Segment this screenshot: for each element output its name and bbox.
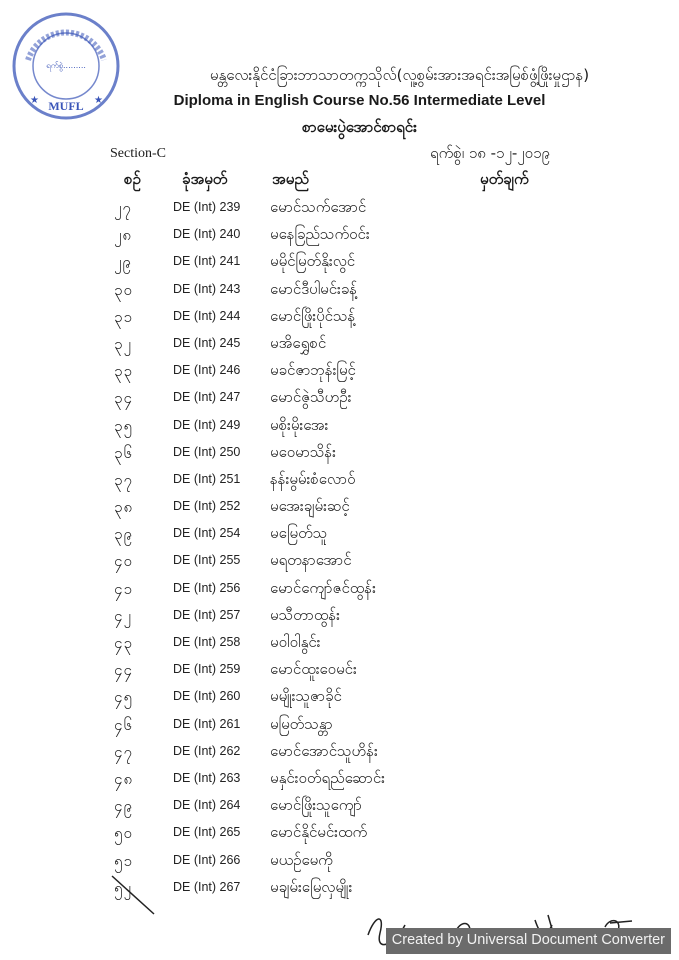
column-header-remark: မှတ်ချက် xyxy=(480,170,529,188)
row-number: ၃၆ xyxy=(114,443,133,462)
student-name: မဝေမာသိန်း xyxy=(270,442,336,461)
student-name: မောင်သက်အောင် xyxy=(270,198,367,216)
student-name: မောင်ဖြိုးပိုင်သန့် xyxy=(270,306,356,325)
roll-number: DE (Int) 258 xyxy=(173,635,241,649)
table-row xyxy=(0,740,679,767)
student-name: နန်းမွမ်းစံလောဝ် xyxy=(270,469,356,488)
roll-number: DE (Int) 244 xyxy=(173,308,241,323)
student-name: မယဉ်မေကို xyxy=(270,850,333,869)
handwritten-mark xyxy=(108,870,168,920)
table-row xyxy=(0,577,679,604)
roll-number: DE (Int) 252 xyxy=(173,499,241,514)
row-number: ၄၅ xyxy=(114,688,133,707)
row-number: ၅၁ xyxy=(114,851,133,870)
student-name: မောင်ဇွဲသီဟဦး xyxy=(270,388,352,407)
row-number: ၂၈ xyxy=(114,226,132,245)
row-number: ၄၂ xyxy=(114,606,132,625)
roll-number: DE (Int) 264 xyxy=(173,798,241,813)
row-number: ၄၆ xyxy=(114,715,133,734)
student-name: မောင်ထူးဝေမင်း xyxy=(270,660,357,679)
roll-number: DE (Int) 265 xyxy=(173,825,241,840)
roll-number: DE (Int) 239 xyxy=(173,200,241,214)
university-heading: မန္တလေးနိုင်ငံခြားဘာသာတက္ကသိုလ်(လူ့စွမ်းအားအရင်းအမြစ်ဖွံ့ဖြိုးမှုဌာန) xyxy=(209,66,590,84)
row-number: ၄၄ xyxy=(114,661,133,680)
table-row xyxy=(0,250,679,277)
student-name: မမြေတ်သူ xyxy=(270,524,328,543)
table-row xyxy=(0,685,679,712)
row-number: ၄၇ xyxy=(114,742,133,761)
student-name: မရတနာအောင် xyxy=(270,551,352,570)
table-row xyxy=(0,386,679,413)
student-name: မောင်အောင်သူဟိန်း xyxy=(270,741,378,760)
converter-watermark: Created by Universal Document Converter xyxy=(386,928,671,954)
roll-number: DE (Int) 255 xyxy=(173,553,241,568)
table-row xyxy=(0,441,679,468)
roll-number: DE (Int) 246 xyxy=(173,363,241,378)
row-number: ၄၁ xyxy=(114,579,133,598)
seal-center-text: ရက်စွဲ......... xyxy=(46,61,86,70)
student-name: မမျိုးသူဇာခိုင် xyxy=(270,687,342,706)
roll-number: DE (Int) 263 xyxy=(173,770,241,785)
table-row xyxy=(0,876,679,903)
student-name: မောင်ဖြိုးသူကျော် xyxy=(270,796,362,815)
table-row xyxy=(0,794,679,821)
table-row xyxy=(0,849,679,876)
date-line: ရက်စွဲ၊ ၁၈ -၁၂-၂၀၁၉ xyxy=(430,144,550,162)
seal-label: MUFL xyxy=(48,99,84,113)
row-number: ၂၇ xyxy=(114,199,132,217)
roll-number: DE (Int) 243 xyxy=(173,281,241,296)
row-number: ၂၉ xyxy=(114,253,132,272)
student-name: မသီတာထွန်း xyxy=(270,605,340,624)
table-row xyxy=(0,278,679,305)
student-name: မနှင်းဝတ်ရည်ဆောင်း xyxy=(270,768,385,787)
seal-star-icon: ★ xyxy=(94,95,103,106)
table-row xyxy=(0,468,679,495)
row-number: ၃၈ xyxy=(114,498,134,517)
row-number: ၃၅ xyxy=(114,416,133,435)
student-name: မမြတ်သန္တာ xyxy=(270,714,333,733)
row-number: ၃၄ xyxy=(114,389,133,408)
table-row xyxy=(0,495,679,522)
row-number: ၅၂ xyxy=(114,878,132,897)
section-label: Section-C xyxy=(110,146,166,161)
student-name: မမိုင်မြတ်နိုးလွင် xyxy=(270,252,356,271)
student-name: မစိုးမိုးအေး xyxy=(270,415,329,434)
column-header-no: စဉ် xyxy=(124,170,141,188)
roll-number: DE (Int) 267 xyxy=(173,879,241,894)
student-name: မောင်ကျော်ဇင်ထွန်း xyxy=(270,578,376,597)
seal-star-icon: ★ xyxy=(30,95,39,106)
student-name: မခင်ဇာဘုန်းမြင့် xyxy=(270,361,356,380)
row-number: ၄၉ xyxy=(114,797,133,816)
table-row xyxy=(0,223,679,250)
table-row xyxy=(0,305,679,332)
row-number: ၃၇ xyxy=(114,470,133,489)
row-number: ၅၀ xyxy=(114,824,133,843)
table-row xyxy=(0,414,679,441)
table-row xyxy=(0,713,679,740)
table-row xyxy=(0,658,679,685)
table-row xyxy=(0,604,679,631)
roll-number: DE (Int) 254 xyxy=(173,526,241,541)
roll-number: DE (Int) 256 xyxy=(173,580,241,595)
roll-number: DE (Int) 250 xyxy=(173,444,241,459)
roll-number: DE (Int) 260 xyxy=(173,689,241,704)
row-number: ၃၁ xyxy=(114,307,133,326)
results-list xyxy=(0,196,679,903)
student-name: မအေးချမ်းဆင့် xyxy=(270,497,350,516)
row-number: ၃၉ xyxy=(114,525,133,544)
roll-number: DE (Int) 262 xyxy=(173,743,241,758)
student-name: မောင်နိုင်မင်းထက် xyxy=(270,823,368,842)
student-name: မောင်ဒီပါမင်းခန့် xyxy=(270,279,358,298)
table-row xyxy=(0,332,679,359)
table-row xyxy=(0,767,679,794)
roll-number: DE (Int) 257 xyxy=(173,607,241,622)
roll-number: DE (Int) 240 xyxy=(173,227,241,242)
roll-number: DE (Int) 266 xyxy=(173,852,241,867)
row-number: ၃၃ xyxy=(114,362,133,381)
row-number: ၃၀ xyxy=(114,280,133,299)
student-name: မအိရွှေစင် xyxy=(270,333,327,352)
student-name: မဝါဝါနွင်း xyxy=(270,633,321,651)
list-title: စာမေးပွဲအောင်စာရင်း xyxy=(302,118,417,136)
roll-number: DE (Int) 245 xyxy=(173,335,241,350)
roll-number: DE (Int) 241 xyxy=(173,254,241,269)
column-header-name: အမည် xyxy=(272,170,309,188)
table-row xyxy=(0,196,679,223)
student-name: မနေခြည်သက်ဝင်း xyxy=(270,225,370,244)
roll-number: DE (Int) 259 xyxy=(173,662,241,677)
table-row xyxy=(0,549,679,576)
row-number: ၄၃ xyxy=(114,634,133,652)
column-header-roll: ခုံအမှတ် xyxy=(182,170,228,188)
row-number: ၄၀ xyxy=(114,552,133,571)
table-row xyxy=(0,821,679,848)
roll-number: DE (Int) 251 xyxy=(173,471,241,486)
table-row xyxy=(0,631,679,658)
course-title: Diploma in English Course No.56 Intermediate Level xyxy=(173,92,546,109)
row-number: ၃၂ xyxy=(114,334,132,353)
roll-number: DE (Int) 261 xyxy=(173,716,241,731)
roll-number: DE (Int) 249 xyxy=(173,417,241,432)
table-row xyxy=(0,359,679,386)
table-row xyxy=(0,522,679,549)
row-number: ၄၈ xyxy=(114,769,134,788)
roll-number: DE (Int) 247 xyxy=(173,390,241,405)
student-name: မချမ်းမြေလှမျိုး xyxy=(270,877,353,896)
